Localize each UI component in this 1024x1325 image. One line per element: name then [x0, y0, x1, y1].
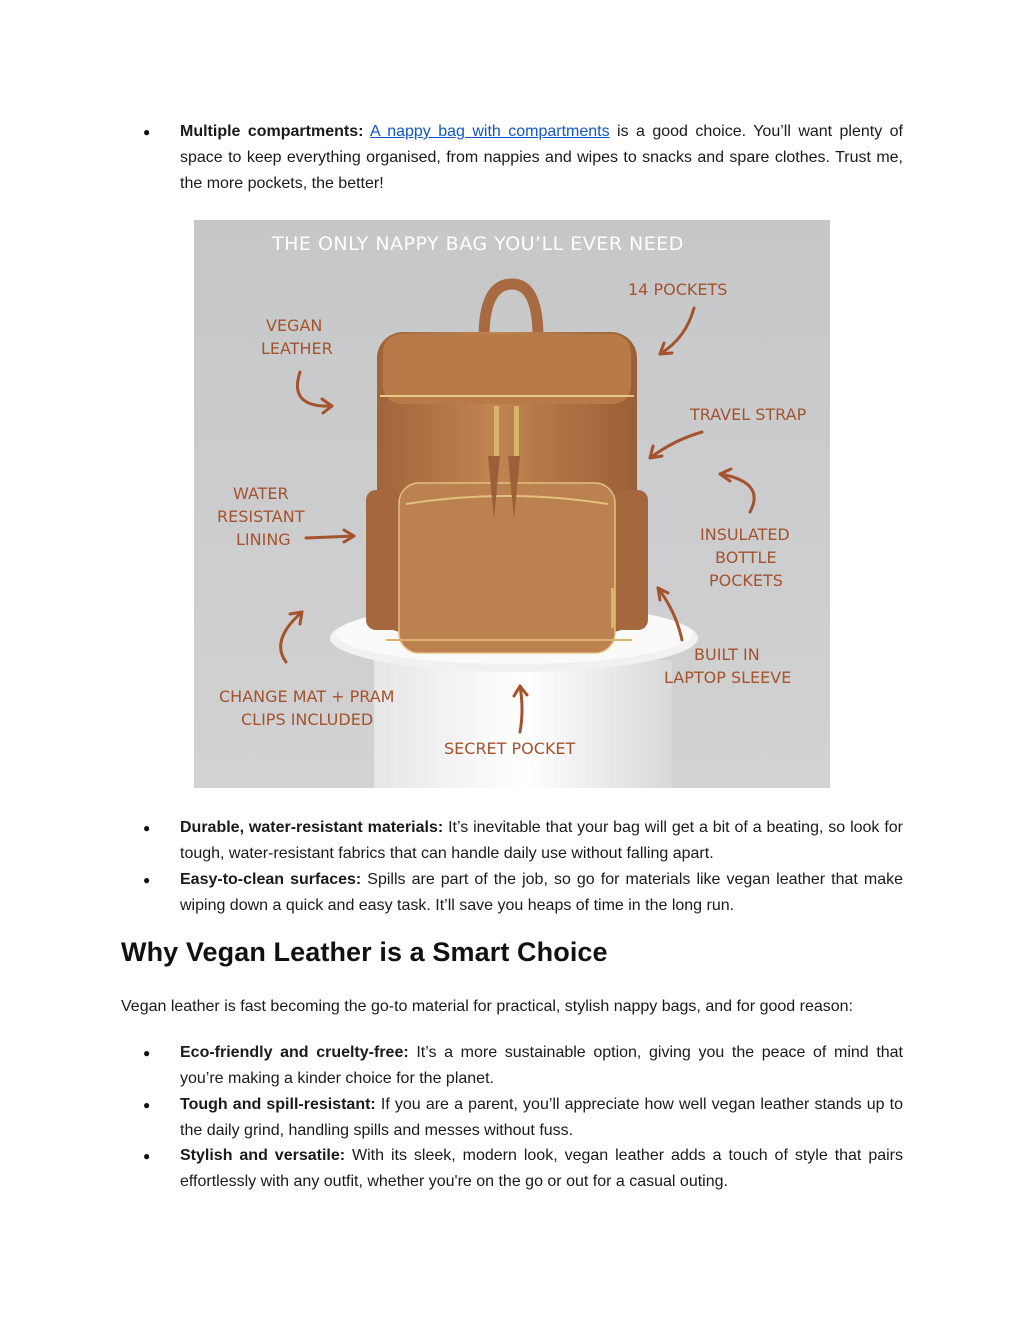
item-text: It’s a more sustainable option, giving you the peace of mind that you’re making a kinder choice for the planet. [180, 1044, 903, 1087]
label-insulated-line1: INSULATED [700, 525, 790, 544]
label-change-line1: CHANGE MAT + PRAM [219, 687, 395, 706]
label-water-line3: LINING [236, 530, 291, 549]
bullet-icon: ● [143, 873, 151, 887]
label-vegan-line1: VEGAN [266, 316, 323, 335]
item-text: is a good choice. You’ll want plenty of space to keep everything organised, from nappies and wipes to snacks and spare clothes. Trust me, the more pockets, the better! [180, 123, 904, 192]
bullet-icon: ● [143, 1098, 151, 1112]
item-text: It’s inevitable that your bag will get a bit of a beating, so look for tough, water-resistant fabrics that can handle daily use without falling apart. [180, 819, 903, 862]
nappy-bag-infographic [194, 220, 830, 788]
label-laptop-line2: LAPTOP SLEEVE [664, 668, 792, 687]
list-item [143, 1040, 903, 1092]
label-insulated-line3: POCKETS [709, 571, 783, 590]
list-item [143, 815, 903, 867]
list-item [143, 1092, 903, 1144]
item-lead: Stylish and versatile: [180, 1147, 346, 1164]
label-14-pockets: 14 POCKETS [628, 280, 728, 299]
bullet-icon: ● [143, 821, 151, 835]
label-travel-strap: TRAVEL STRAP [690, 405, 807, 424]
intro-paragraph: Vegan leather is fast becoming the go-to material for practical, stylish nappy bags, and for good reason: [121, 998, 853, 1015]
bullet-icon: ● [143, 1149, 151, 1163]
label-secret-pocket: SECRET POCKET [444, 739, 576, 758]
item-text: If you are a parent, you’ll appreciate how well vegan leather stands up to the daily grind, handling spills and messes without fuss. [180, 1096, 903, 1139]
label-laptop-line1: BUILT IN [694, 645, 760, 664]
backpack-photo [366, 284, 648, 653]
list-item [143, 867, 903, 919]
item-lead: Easy-to-clean surfaces: [180, 871, 362, 888]
item-lead: Eco-friendly and cruelty-free: [180, 1044, 409, 1061]
label-vegan-line2: LEATHER [261, 339, 333, 358]
item-text: Spills are part of the job, so go for materials like vegan leather that make wiping down a quick and easy task. It’ll save you heaps of time in the long run. [180, 871, 903, 914]
compartments-link[interactable]: A nappy bag with compartments [370, 123, 610, 140]
label-water-line1: WATER [233, 484, 289, 503]
bullet-icon: ● [143, 125, 151, 139]
bullet-icon: ● [143, 1046, 151, 1060]
infographic-title: THE ONLY NAPPY BAG YOU’LL EVER NEED [272, 233, 684, 255]
item-lead: Multiple compartments: [180, 123, 364, 140]
item-lead: Durable, water-resistant materials: [180, 819, 444, 836]
label-insulated-line2: BOTTLE [715, 548, 777, 567]
item-text: With its sleek, modern look, vegan leather adds a touch of style that pairs effortlessly with any outfit, whether you're on the go or out for a casual outing. [180, 1147, 903, 1190]
label-change-line2: CLIPS INCLUDED [241, 710, 374, 729]
label-water-line2: RESISTANT [217, 507, 305, 526]
section-heading: Why Vegan Leather is a Smart Choice [121, 937, 608, 967]
list-item [143, 1143, 903, 1195]
item-lead: Tough and spill-resistant: [180, 1096, 376, 1113]
list-item [143, 119, 904, 197]
